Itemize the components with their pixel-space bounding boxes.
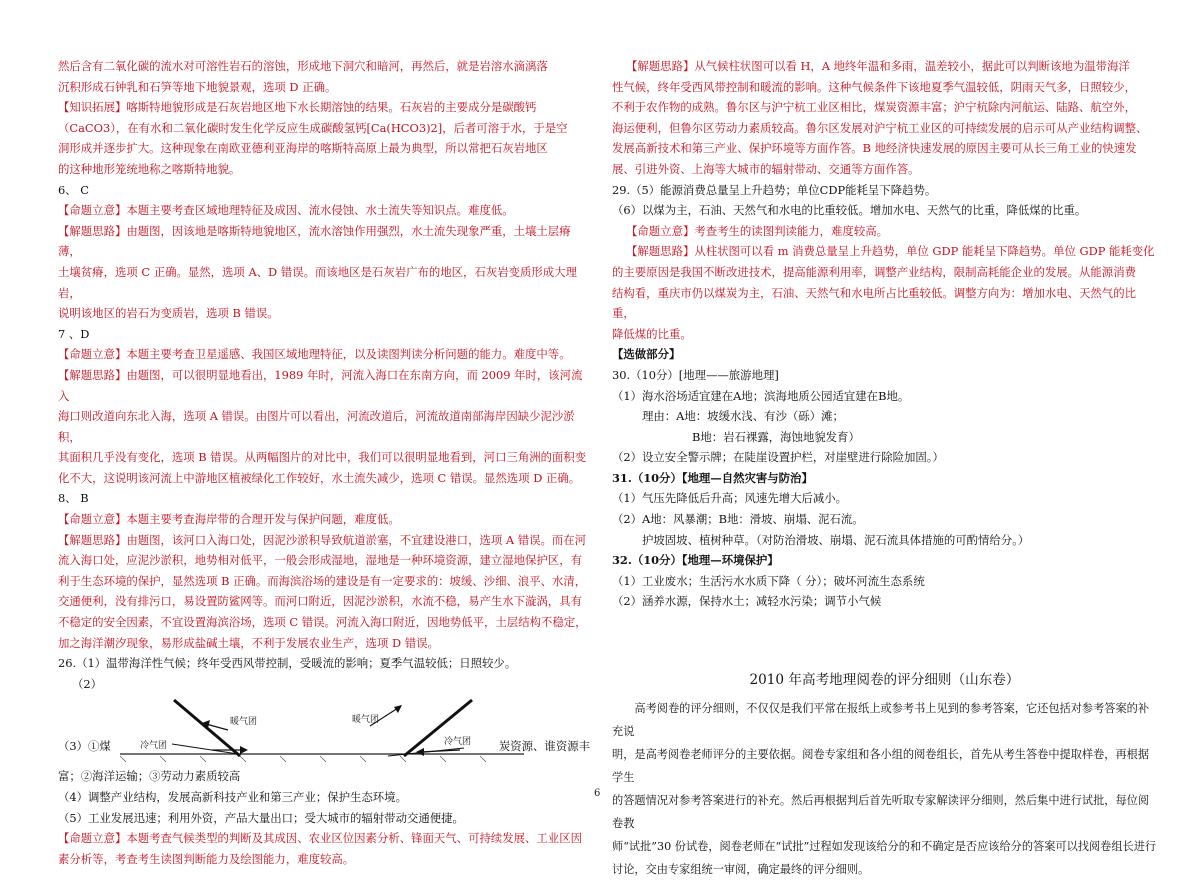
answer-26-4: （4）调整产业结构，发展高新科技产业和第三产业；保护生态环境。: [58, 790, 407, 804]
answer-32-2: （2）涵养水源，保持水土；减轻水污染；调节小气候: [612, 594, 882, 609]
text-line: 结构看，重庆市仍以煤炭为主，石油、天然气和水电所占比重较低。调整方向为：增加水电、天然气的比重，: [612, 285, 1136, 321]
answer-6: 6、 C: [58, 182, 89, 197]
answer-31-2-cont: 护坡固坡、植树种草。（对防治滑坡、崩塌、泥石流具体措施的可酌情给分。）: [642, 532, 1030, 547]
body-line: 明，是高考阅卷老师评分的主要依据。阅卷专家组和各小组的阅卷组长，首先从考生答卷中提取样卷，再根据学生: [612, 747, 1150, 784]
text-line: 的主要原因是我国不断改进技术，提高能源利用率，调整产业结构，限制高耗能企业的发展。从能源消费: [612, 264, 1136, 279]
text-line: 海运便利，但鲁尔区劳动力素质较高。鲁尔区发展对沪宁杭工业区的可持续发展的启示可从产业结构调整、: [612, 120, 1148, 135]
answer-7: 7 、D: [58, 326, 90, 341]
front-diagram: [120, 694, 524, 764]
text-line: 其面积几乎没有变化，选项 B 错误。从两幅图片的对比中，我们可以很明显地看到，河口三角洲的面积变: [58, 450, 587, 465]
text-line: 说明该地区的岩石为变质岩，选项 B 错误。: [58, 306, 279, 321]
intent-26: 【命题立意】本题考查气候类型的判断及其成因、农业区位因素分析、锋面天气、可持续发展、工业区因: [58, 831, 582, 846]
answer-30-1: （1）海水浴场适宜建在A地；滨海地质公园适宜建在B地。: [612, 388, 910, 403]
spacer: [612, 612, 1157, 670]
cold-air-label-left: 冷气团: [140, 741, 168, 752]
text-line: 化不大，这说明该河流上中游地区植被绿化工作较好，水土流失减少，选项 C 错误。显然选项 D 正确。: [58, 470, 581, 485]
text-line: 素分析等，考查考生读图判断能力及绘图能力，难度较高。: [58, 851, 355, 866]
answer-32-1: （1）工业废水；生活污水水质下降（ 分）；破坏河流生态系统: [612, 573, 925, 588]
warm-air-label-left: 暖气团: [230, 717, 258, 728]
intent-7: 【命题立意】本题主要考查卫星遥感、我国区域地理特征，以及读图判读分析问题的能力。难度中等。: [58, 347, 571, 362]
text-line: 不稳定的安全因素，不宜设置海滨浴场，选项 C 错误。河流入海口附近，因地势低平，土层结构不稳定，: [58, 615, 587, 630]
cold-air-label-right: 冷气团: [444, 737, 472, 748]
answer-26-3-start: （3）①煤: [58, 739, 111, 754]
body-line: 讨论，交由专家组统一审阅，确定最终的评分细则。: [612, 862, 870, 876]
solution-6: 【解题思路】由题图，因该地是喀斯特地貌地区，流水溶蚀作用强烈，水土流失现象严重，土壤土层瘠薄，: [58, 223, 571, 259]
answer-29-5: 29.（5）能源消费总量呈上升趋势；单位CDP能耗呈下降趋势。: [612, 182, 937, 197]
knowledge-extension: 【知识拓展】喀斯特地貌形成是石灰岩地区地下水长期溶蚀的结果。石灰岩的主要成分是碳酸钙: [58, 100, 537, 115]
text-line: 降低煤的比重。: [612, 326, 692, 341]
text-line: 发展高新技术和第三产业、保护环境等方面作答。B 地经济快速发展的原因主要可从长三角工业的快速发: [612, 141, 1137, 156]
answer-26-3-tail: 炭资源、谁资源丰: [498, 739, 590, 754]
text-line: 的这种地形笼统地称之喀斯特地貌。: [58, 161, 241, 176]
text-line: 土壤贫瘠，选项 C 正确。显然，选项 A、D 错误。而该地区是石灰岩广布的地区，石灰岩变质形成大理岩，: [58, 264, 577, 300]
right-column: [612, 56, 1157, 881]
answer-26-3-cont: 富；②海洋运输；③劳动力素质较高: [58, 769, 241, 784]
question-32: 32.（10分）【地理—环境保护】: [612, 553, 779, 568]
section-title: 2010 年高考地理阅卷的评分细则（山东卷）: [749, 672, 1020, 689]
text-line: 利于生态环境的保护，显然选项 B 正确。而海滨浴场的建设是有一定要求的：坡缓、沙细、浪平、水清，: [58, 573, 587, 588]
text-line: 展、引进外资、上海等大城市的辐射带动、交通等方面作答。: [612, 161, 920, 176]
page-number: 6: [594, 788, 601, 799]
answer-8: 8、 B: [58, 491, 89, 506]
solution-8: 【解题思路】由题图，该河口入海口处，因泥沙淤积导致航道淤塞，不宜建设港口，选项 A 错误。而在河: [58, 532, 587, 547]
solution-26: 【解题思路】从气候柱状图可以看 H，A 地终年温和多雨，温差较小，据此可以判断该地为温带海洋: [626, 59, 1130, 73]
body-paragraph: [612, 697, 1157, 881]
text-line: 性气候，终年受西风带控制和暖流的影响。这种气候条件下该地夏季气温较低，阴雨天气多，日照较少，: [612, 79, 1136, 94]
text-line: 不利于农作物的成熟。鲁尔区与沪宁杭工业区相比，煤炭资源丰富；沪宁杭除内河航运、陆路、航空外，: [612, 100, 1136, 115]
text-line: 交通便利，没有排污口，易设置防鲨网等。而河口附近，因泥沙淤积，水流不稳，易产生水下漩涡，具有: [58, 594, 582, 609]
warm-air-label-right: 暖气团: [352, 715, 380, 726]
text-line: 洞形成并逐步扩大。这种现象在南欧亚德利亚海岸的喀斯特高原上最为典型，所以常把石灰岩地区: [58, 141, 548, 156]
answer-26-2-label: （2）: [72, 676, 103, 691]
body-line: 师“试批”30 份试卷，阅卷老师在“试批”过程如发现该给分的和不确定是否应该给分的答案可以找阅卷组长进行: [612, 839, 1157, 853]
intent-29: 【命题立意】考查考生的读图判读能力，难度较高。: [626, 223, 888, 238]
solution-29: 【解题思路】从柱状图可以看 m 消费总量呈上升趋势，单位 GDP 能耗呈下降趋势。单位 GDP 能耗变化: [626, 244, 1155, 259]
question-31: 31.（10分）【地理—自然灾害与防治】: [612, 470, 813, 485]
text-line: 加之海洋潮汐现象，易形成盐碱土壤，不利于发展农业生产，选项 D 错误。: [58, 635, 439, 650]
answer-30-reason-a: 理由：A地：坡缓水浅、有沙（砾）滩；: [642, 409, 844, 424]
solution-7: 【解题思路】由题图，可以很明显地看出，1989 年时，河流入海口在东南方向，而 2009 年时，该河流入: [58, 367, 583, 403]
body-line: 的答题情况对参考答案进行的补充。然后再根据判后首先听取专家解读评分细则，然后集中进行试批，每位阅卷教: [612, 793, 1150, 830]
text-line: （CaCO3），在有水和二氧化碳时发生化学反应生成碳酸氢钙[Ca(HCO3)2]，后者可溶于水，于是空: [58, 120, 568, 135]
text-line: 海口则改道向东北入海，选项 A 错误。由图片可以看出，河流改道后，河流故道南部海岸因缺少泥沙淤积，: [58, 409, 575, 444]
intent-8: 【命题立意】本题主要考查海岸带的合理开发与保护问题，难度低。: [58, 512, 400, 527]
section-optional-heading: 【选做部分】: [612, 347, 681, 362]
answer-31-2: （2）A地：风暴潮；B地：滑坡、崩塌、泥石流。: [612, 512, 864, 527]
answer-30-2: （2）设立安全警示牌；在陡崖设置护栏，对崖壁进行除险加固。）: [612, 450, 944, 465]
answer-26-5: （5）工业发展迅速；利用外资，产品大量出口；受大城市的辐射带动交通便捷。: [58, 810, 464, 825]
answer-26-1: 26.（1）温带海洋性气候；终年受西风带控制，受暖流的影响；夏季气温较低；日照较少。: [58, 656, 517, 671]
answer-31-1: （1）气压先降低后升高；风速先增大后减小。: [612, 491, 848, 506]
text-line: 流入海口处，应泥沙淤积，地势相对低平，一般会形成湿地，湿地是一种环境资源，建立湿地保护区，有: [58, 553, 582, 568]
answer-30-reason-b: B地：岩石裸露，海蚀地貌发育）: [692, 429, 860, 444]
left-column: [58, 56, 590, 869]
question-30: 30.（10分）[地理——旅游地理]: [612, 367, 779, 382]
front-diagram-row: [58, 694, 590, 766]
intent-6: 【命题立意】本题主要考查区域地理特征及成因、流水侵蚀、水土流失等知识点。难度低。: [58, 203, 514, 218]
answer-29-6: （6）以煤为主，石油、天然气和水电的比重较低。增加水电、天然气的比重，降低煤的比重。: [612, 203, 1087, 218]
body-line: 高考阅卷的评分细则，不仅仅是我们平常在报纸上或参考书上见到的参考答案，它还包括对参考答案的补充说: [612, 701, 1150, 738]
text-line: 然后含有二氧化碳的流水对可溶性岩石的溶蚀，形成地下洞穴和暗河，再然后，就是岩溶水滴漓落: [58, 59, 548, 73]
text-line: 沉积形成石钟乳和石笋等地下地貌景观，选项 D 正确。: [58, 79, 337, 94]
